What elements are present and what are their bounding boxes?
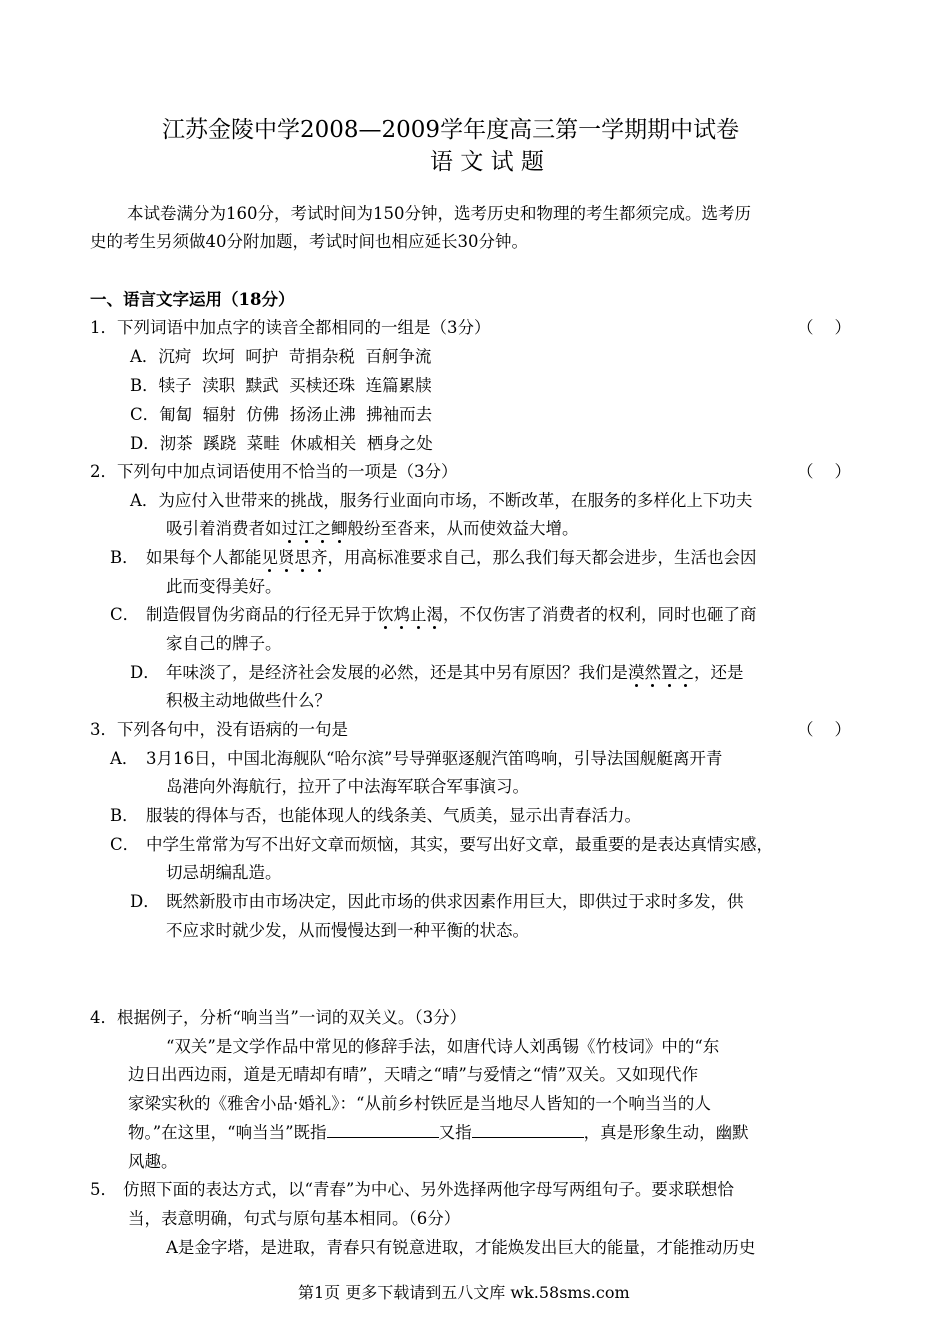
q4-line-2: 边日出西边雨，道是无晴却有晴”，天晴之“晴”与爱情之“情”双关。又如现代作 [128, 1065, 699, 1084]
emphasized-phrase [377, 605, 443, 624]
option-label: D． [130, 663, 160, 682]
option-label: A． [130, 491, 159, 510]
q2-option-a [130, 486, 752, 515]
option-text: 3月16日，中国北海舰队“哈尔滨”号导弹驱逐舰汽笛鸣响，引导法国舰艇离开青 [146, 749, 723, 768]
option-label: C． [110, 835, 140, 854]
emphasized-phrase [262, 548, 328, 567]
q1-option-b [130, 371, 432, 400]
q3-option-c-cont: 切忌胡编乱造。 [166, 863, 282, 882]
emphasized-char: 鸩 [393, 605, 410, 624]
text-segment: 物。”在这里，“响当当”既指 [128, 1123, 327, 1142]
emphasized-char: 思 [294, 548, 311, 567]
q2-option-d-cont: 积极主动地做些什么？ [166, 691, 331, 710]
text-segment: 年味淡了，是经济社会发展的必然，还是其中另有原因？我们是 [166, 663, 628, 682]
option-text: 沏茶 蹊跷 菜畦 休戚相关 栖身之处 [159, 434, 433, 453]
emphasized-phrase [282, 519, 348, 538]
text-segment: ，用高标准要求自己，那么我们每天都会进步，生活也会因 [327, 548, 757, 567]
q1-option-d [130, 429, 433, 458]
intro-line-1: 本试卷满分为160分，考试时间为150分钟，选考历史和物理的考生都须完成。选考历 [127, 204, 751, 223]
text-segment: ，还是 [694, 663, 744, 682]
q3-option-a-cont: 岛港向外海航行，拉开了中法海军联合军事演习。 [166, 777, 529, 796]
option-label: C． [130, 405, 160, 424]
q4-line-1: “双关”是文学作品中常见的修辞手法，如唐代诗人刘禹锡《竹枝词》中的“东 [166, 1037, 720, 1056]
emphasized-char: 置 [661, 663, 678, 682]
q2-option-b [110, 543, 757, 572]
answer-blank-2[interactable] [472, 1119, 584, 1138]
emphasized-char: 渴 [426, 605, 443, 624]
text-segment: 吸引着消费者如 [166, 519, 282, 538]
option-text: 沉疴 坎坷 呵护 苛捐杂税 百舸争流 [158, 347, 432, 366]
emphasized-phrase [628, 663, 694, 682]
option-label: D． [130, 434, 160, 453]
q1-stem: 1．下列词语中加点字的读音全都相同的一组是（3分） [90, 318, 491, 337]
q1-answer-paren: （ ） [797, 318, 851, 337]
q3-option-b [110, 801, 641, 830]
option-label: C． [110, 605, 140, 624]
q3-option-d-cont: 不应求时就少发，从而慢慢达到一种平衡的状态。 [166, 921, 529, 940]
page-subtitle: 语 文 试 题 [430, 149, 544, 175]
emphasized-char: 过 [281, 519, 298, 538]
emphasized-char: 见 [261, 548, 278, 567]
q2-option-c-cont: 家自己的牌子。 [166, 634, 282, 653]
q4-stem: 4．根据例子，分析“响当当”一词的双关义。（3分） [90, 1008, 467, 1027]
option-label: B． [110, 548, 139, 567]
option-label: B． [130, 376, 159, 395]
option-text: 为应付入世带来的挑战，服务行业面向市场，不断改革，在服务的多样化上下功夫 [158, 491, 753, 510]
q1-option-a [130, 342, 431, 371]
q4-line-3: 家梁实秋的《雅舍小品·婚礼》：“从前乡村铁匠是当地尽人皆知的一个响当当的人 [128, 1094, 711, 1113]
text-segment: 又指 [438, 1123, 472, 1142]
option-text: 犊子 渎职 黩武 买椟还珠 连篇累牍 [158, 376, 432, 395]
q2-option-a-cont [166, 514, 579, 543]
q3-option-d [130, 887, 744, 916]
q5-line-3: A是金字塔，是进取，青春只有锐意进取，才能焕发出巨大的能量，才能推动历史 [166, 1238, 756, 1257]
emphasized-char: 齐 [311, 548, 328, 567]
q5-line-1: 仿照下面的表达方式，以“青春”为中心、另外选择两他字母写两组句子。要求联想恰 [123, 1180, 734, 1199]
q2-answer-paren: （ ） [797, 462, 851, 481]
answer-blank-1[interactable] [327, 1119, 439, 1138]
q3-stem: 3．下列各句中，没有语病的一句是 [90, 720, 348, 739]
q4-line-5: 风趣。 [128, 1152, 178, 1171]
emphasized-char: 鲫 [331, 519, 348, 538]
q2-option-b-cont: 此而变得美好。 [166, 577, 282, 596]
emphasized-char: 贤 [278, 548, 295, 567]
option-label: A． [110, 749, 139, 768]
q2-option-d [130, 658, 744, 687]
q3-option-a [110, 744, 722, 773]
option-text: 服装的得体与否，也能体现人的线条美、气质美，显示出青春活力。 [146, 806, 641, 825]
emphasized-char: 之 [677, 663, 694, 682]
option-label: B． [110, 806, 139, 825]
text-segment: 制造假冒伪劣商品的行径无异于 [146, 605, 377, 624]
emphasized-char: 然 [644, 663, 661, 682]
emphasized-char: 止 [410, 605, 427, 624]
q1-option-c [130, 400, 432, 429]
q3-answer-paren: （ ） [797, 720, 851, 739]
q5-number: 5． [90, 1180, 117, 1199]
q5-line-2: 当，表意明确，句式与原句基本相同。（6分） [128, 1209, 461, 1228]
q2-option-c [110, 600, 757, 629]
option-label: A． [130, 347, 159, 366]
q3-option-c [110, 830, 773, 859]
text-segment: 般纷至沓来，从而使效益大增。 [347, 519, 579, 538]
option-text: 匍匐 辐射 仿佛 扬汤止沸 拂袖而去 [159, 405, 433, 424]
text-segment: ，不仅伤害了消费者的权利，同时也砸了商 [443, 605, 757, 624]
emphasized-char: 江 [298, 519, 315, 538]
text-segment: ，真是形象生动，幽默 [583, 1123, 749, 1142]
option-text: 既然新股市由市场决定，因此市场的供求因素作用巨大，即供过于求时多发，供 [166, 892, 744, 911]
page-title: 江苏金陵中学2008—2009学年度高三第一学期期中试卷 [162, 117, 740, 143]
section-heading: 一、语言文字运用（18分） [90, 290, 295, 309]
option-text: 中学生常常为写不出好文章而烦恼，其实，要写出好文章，最重要的是表达真情实感， [146, 835, 773, 854]
option-label: D． [130, 892, 160, 911]
emphasized-char: 之 [314, 519, 331, 538]
intro-line-2: 史的考生另须做40分附加题，考试时间也相应延长30分钟。 [90, 232, 528, 251]
emphasized-char: 漠 [628, 663, 645, 682]
emphasized-char: 饮 [377, 605, 394, 624]
text-segment: 如果每个人都能 [146, 548, 262, 567]
page-footer: 第1页 更多下载请到五八文库 wk.58sms.com [298, 1283, 630, 1302]
q2-stem: 2．下列句中加点词语使用不恰当的一项是（3分） [90, 462, 458, 481]
q4-line-4 [128, 1118, 749, 1147]
